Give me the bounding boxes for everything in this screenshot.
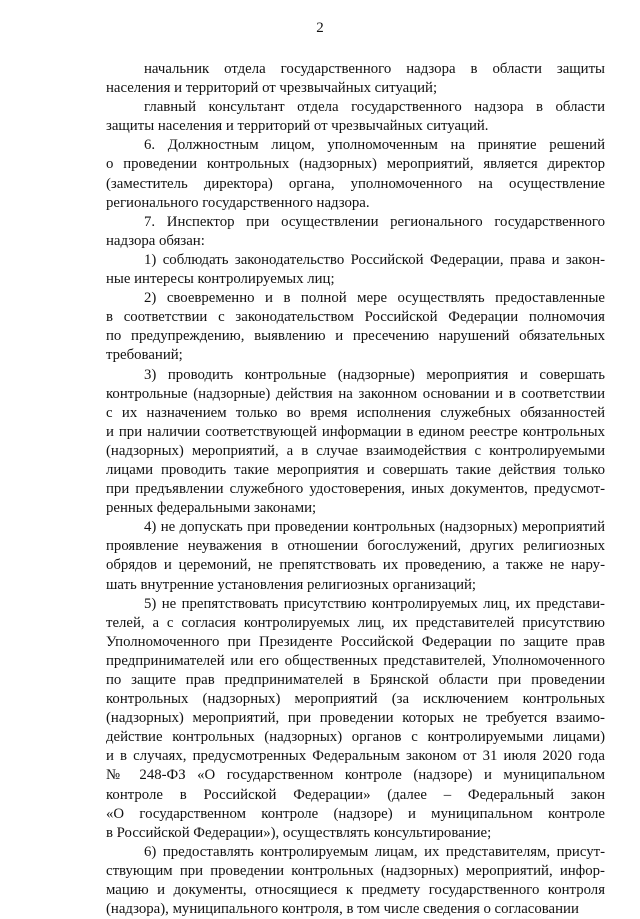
text-line: телей, а с согласия контролируемых лиц, их представителей присутствию	[106, 614, 605, 631]
text-line: в Российской Федерации»), осуществлять консультирование;	[106, 824, 492, 841]
text-line: 1) соблюдать законодательство Российской Федерации, права и закон-	[144, 251, 605, 268]
text-line: 7. Инспектор при осуществлении регионального государственного	[144, 213, 605, 230]
text-line: мацию и документы, относящиеся к предмету государственного контроля	[106, 882, 605, 899]
text-line: контрольные (надзорные) действия на законном основании и в соответствии	[106, 385, 605, 402]
text-line: (надзорных) мероприятий, а в случае взаимодействия с контролируемыми	[106, 442, 605, 459]
text-line: 3) проводить контрольные (надзорные) мероприятия и совершать	[144, 366, 605, 383]
page-number: 2	[316, 20, 324, 36]
text-line: главный консультант отдела государственного надзора в области	[144, 99, 605, 116]
text-line: надзора обязан:	[106, 232, 205, 249]
text-line: шать внутренние установления религиозных организаций;	[106, 576, 477, 593]
text-line: контроле в Российской Федерации» (далее – Федеральный закон	[106, 786, 605, 803]
text-line: действие контрольных (надзорных) органов с контролируемыми лицами)	[106, 729, 605, 746]
text-line: при предъявлении служебного удостоверения, иных документов, предусмот-	[106, 481, 605, 498]
text-line: 2) своевременно и в полной мере осуществлять предоставленные	[144, 290, 605, 307]
text-line: защиты населения и территорий от чрезвычайных ситуаций.	[106, 118, 489, 135]
text-line: о проведении контрольных (надзорных) мероприятий, является директор	[106, 156, 605, 173]
document-body	[106, 60, 605, 919]
text-line: Уполномоченного при Президенте Российской Федерации по защите прав	[106, 633, 605, 650]
paragraph	[106, 136, 605, 212]
text-line: и при наличии соответствующей информации в едином реестре контрольных	[106, 423, 605, 440]
paragraph	[106, 213, 605, 251]
text-line: ренных федеральными законами;	[106, 500, 317, 517]
text-line: ные интересы контролируемых лиц;	[106, 271, 335, 288]
text-line: 5) не препятствовать присутствию контролируемых лиц, их представи-	[144, 595, 605, 612]
text-line: (надзорных) мероприятий, при проведении которых не требуется взаимо-	[106, 710, 605, 727]
text-line: ствующим при проведении контрольных (надзорных) мероприятий, инфор-	[106, 862, 605, 879]
text-line: и в случаях, предусмотренных Федеральным законом от 31 июля 2020 года	[106, 748, 605, 765]
paragraph	[106, 251, 605, 289]
text-line: обрядов и церемоний, не препятствовать их проведению, а также не нару-	[106, 557, 605, 574]
text-line: по предупреждению, выявлению и пресечению нарушений обязательных	[106, 328, 605, 345]
paragraph	[106, 518, 605, 594]
text-line: населения и территорий от чрезвычайных ситуаций;	[106, 80, 438, 97]
text-line: (надзора), муниципального контроля, в том числе сведения о согласовании	[106, 901, 579, 918]
text-line: в соответствии с законодательством Российской Федерации полномочия	[106, 309, 605, 326]
text-line: 6) предоставлять контролируемым лицам, их представителям, присут-	[144, 843, 605, 860]
paragraph	[106, 843, 605, 919]
text-line: № 248-ФЗ «О государственном контроле (надзоре) и муниципальном	[106, 767, 605, 784]
text-line: предпринимателей или его общественных представителей, Уполномоченного	[106, 652, 605, 669]
text-line: проявление неуважения в отношении богослужений, других религиозных	[106, 538, 605, 555]
paragraph	[106, 595, 605, 843]
text-line: «О государственном контроле (надзоре) и муниципальном контроле	[106, 805, 605, 822]
text-line: 6. Должностным лицом, уполномоченным на принятие решений	[144, 137, 605, 154]
text-line: начальник отдела государственного надзора в области защиты	[144, 61, 605, 77]
paragraph	[106, 366, 605, 519]
paragraph	[106, 289, 605, 365]
text-line: регионального государственного надзора.	[106, 194, 370, 211]
text-line: (заместитель директора) органа, уполномоченного на осуществление	[106, 175, 605, 192]
text-line: требований;	[106, 347, 183, 364]
text-line: с их назначением только во время исполнения служебных обязанностей	[106, 404, 605, 421]
paragraph	[106, 98, 605, 136]
paragraph	[106, 60, 605, 98]
text-line: 4) не допускать при проведении контрольных (надзорных) мероприятий	[144, 519, 605, 536]
text-line: по защите прав предпринимателей в Брянской области при проведении	[106, 672, 605, 688]
text-line: лицами проводить такие мероприятия и совершать такие действия только	[106, 461, 605, 478]
text-line: контрольных (надзорных) мероприятий (за исключением контрольных	[106, 691, 605, 708]
